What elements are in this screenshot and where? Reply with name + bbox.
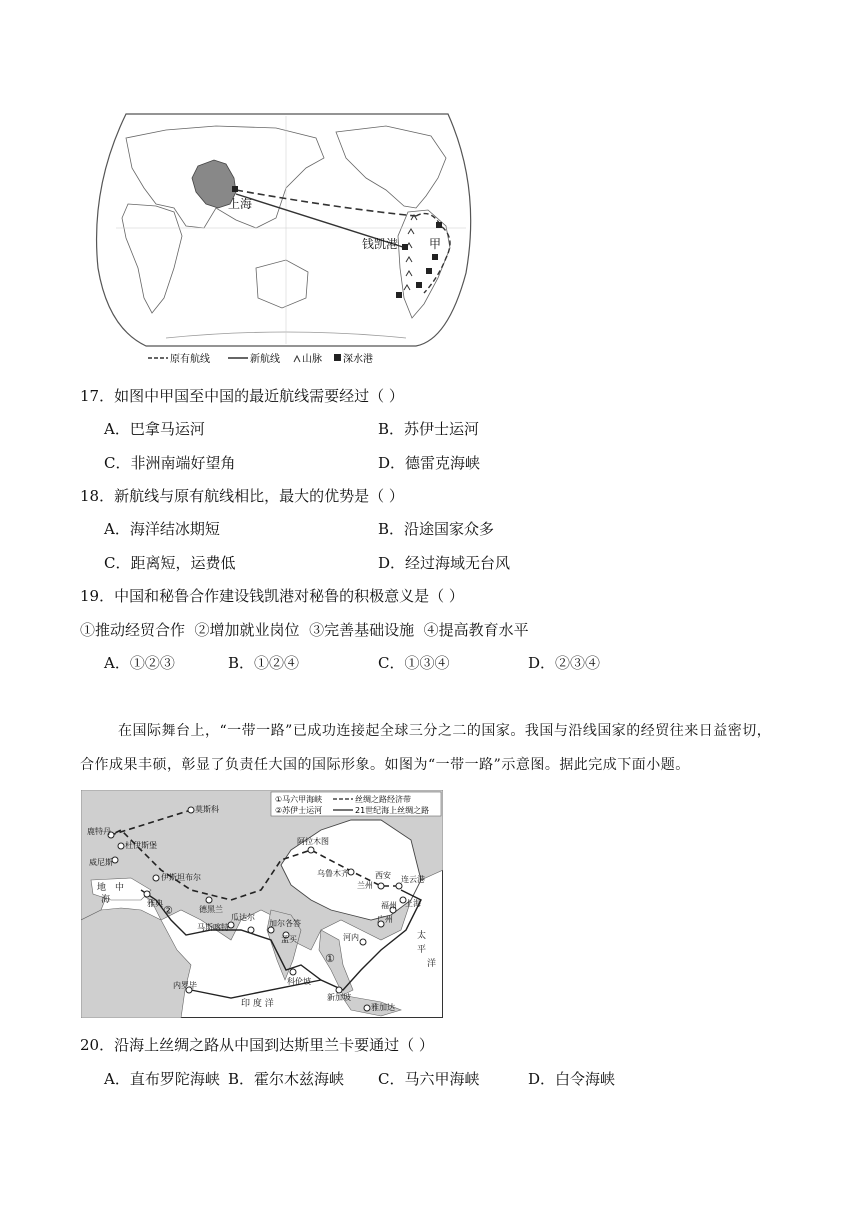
svg-text:新航线: 新航线	[250, 354, 280, 365]
svg-text:连云港: 连云港	[401, 875, 425, 884]
svg-text:上海: 上海	[405, 899, 421, 908]
svg-text:雅典: 雅典	[147, 899, 163, 908]
q18-option-b[interactable]: B．沿途国家众多	[378, 520, 495, 538]
svg-text:科伦坡: 科伦坡	[287, 977, 311, 986]
q17-option-c[interactable]: C．非洲南端好望角	[104, 454, 236, 472]
svg-text:广州: 广州	[377, 915, 393, 924]
q19-option-a[interactable]: A．①②③	[104, 654, 175, 672]
svg-text:②苏伊士运河: ②苏伊士运河	[275, 806, 323, 815]
svg-text:内罗毕: 内罗毕	[173, 981, 197, 990]
q20-option-b[interactable]: B．霍尔木兹海峡	[228, 1070, 345, 1088]
svg-text:威尼斯: 威尼斯	[89, 858, 113, 867]
svg-text:山脉: 山脉	[302, 354, 322, 365]
svg-text:加尔各答: 加尔各答	[269, 919, 301, 928]
svg-text:海: 海	[101, 895, 111, 905]
q19-option-c[interactable]: C．①③④	[378, 654, 450, 672]
svg-text:新加坡: 新加坡	[327, 993, 351, 1002]
svg-text:平: 平	[417, 945, 427, 955]
q20-option-a[interactable]: A．直布罗陀海峡	[104, 1070, 220, 1088]
q18-option-a[interactable]: A．海洋结冰期短	[104, 520, 220, 538]
q17-option-a[interactable]: A．巴拿马运河	[104, 420, 205, 438]
jia-label: 甲	[429, 237, 442, 251]
svg-text:②: ②	[163, 904, 173, 917]
q19-option-d[interactable]: D．②③④	[528, 654, 601, 672]
q19-items: ①推动经贸合作 ②增加就业岗位 ③完善基础设施 ④提高教育水平	[80, 621, 529, 639]
svg-text:地: 地	[97, 883, 107, 893]
q17-option-d[interactable]: D．德雷克海峡	[378, 454, 481, 472]
svg-text:①马六甲海峡: ①马六甲海峡	[275, 795, 323, 804]
svg-text:兰州: 兰州	[357, 881, 373, 890]
svg-text:原有航线: 原有航线	[170, 354, 210, 365]
svg-text:西安: 西安	[375, 871, 391, 880]
svg-text:太: 太	[417, 931, 427, 941]
q17-option-b[interactable]: B．苏伊士运河	[378, 420, 480, 438]
svg-text:21世纪海上丝绸之路: 21世纪海上丝绸之路	[355, 806, 430, 815]
q19-option-b[interactable]: B．①②④	[228, 654, 300, 672]
svg-text:福州: 福州	[381, 901, 397, 910]
q20-option-c[interactable]: C．马六甲海峡	[378, 1070, 480, 1088]
q20-stem: 20．沿海上丝绸之路从中国到达斯里兰卡要通过（ ）	[80, 1036, 434, 1054]
q20-option-d[interactable]: D．白令海峡	[528, 1070, 616, 1088]
svg-text:雅加达: 雅加达	[371, 1003, 395, 1012]
svg-text:马斯喀特: 马斯喀特	[197, 923, 229, 932]
q19-stem: 19．中国和秘鲁合作建设钱凯港对秘鲁的积极意义是（ ）	[80, 587, 464, 605]
svg-text:杜伊斯堡: 杜伊斯堡	[125, 841, 157, 850]
q18-stem: 18．新航线与原有航线相比，最大的优势是（ ）	[80, 487, 404, 505]
passage-line-2: 合作成果丰硕，彰显了负责任大国的国际形象。如图为“一带一路”示意图。据此完成下面小题。	[80, 757, 690, 773]
svg-text:乌鲁木齐: 乌鲁木齐	[317, 869, 349, 878]
svg-text:阿拉木图: 阿拉木图	[297, 837, 329, 846]
q17-stem: 17．如图中甲国至中国的最近航线需要经过（ ）	[80, 387, 404, 405]
svg-text:孟买: 孟买	[281, 935, 297, 944]
svg-text:①: ①	[325, 952, 335, 965]
svg-text:河内: 河内	[343, 933, 359, 942]
belt-road-map	[81, 790, 443, 1018]
passage-line-1: 在国际舞台上，“一带一路”已成功连接起全球三分之二的国家。我国与沿线国家的经贸往来日益密切，	[118, 723, 772, 739]
svg-text:伊斯坦布尔: 伊斯坦布尔	[161, 873, 201, 882]
svg-text:洋: 洋	[427, 959, 437, 969]
svg-text:中: 中	[115, 883, 125, 893]
svg-text:瓜达尔: 瓜达尔	[231, 913, 255, 922]
svg-text:丝绸之路经济带: 丝绸之路经济带	[355, 795, 411, 804]
svg-text:鹿特丹: 鹿特丹	[87, 827, 111, 836]
svg-text:德黑兰: 德黑兰	[199, 905, 223, 914]
world-map	[86, 108, 486, 370]
shanghai-label: 上海	[228, 197, 253, 211]
svg-text:深水港: 深水港	[343, 354, 373, 365]
map1-legend	[148, 352, 373, 365]
svg-text:印 度 洋: 印 度 洋	[241, 999, 274, 1009]
q18-option-c[interactable]: C．距离短，运费低	[104, 554, 236, 572]
svg-text:莫斯科: 莫斯科	[195, 805, 219, 814]
q18-option-d[interactable]: D．经过海域无台风	[378, 554, 511, 572]
qiankai-label: 钱凯港	[362, 237, 399, 251]
